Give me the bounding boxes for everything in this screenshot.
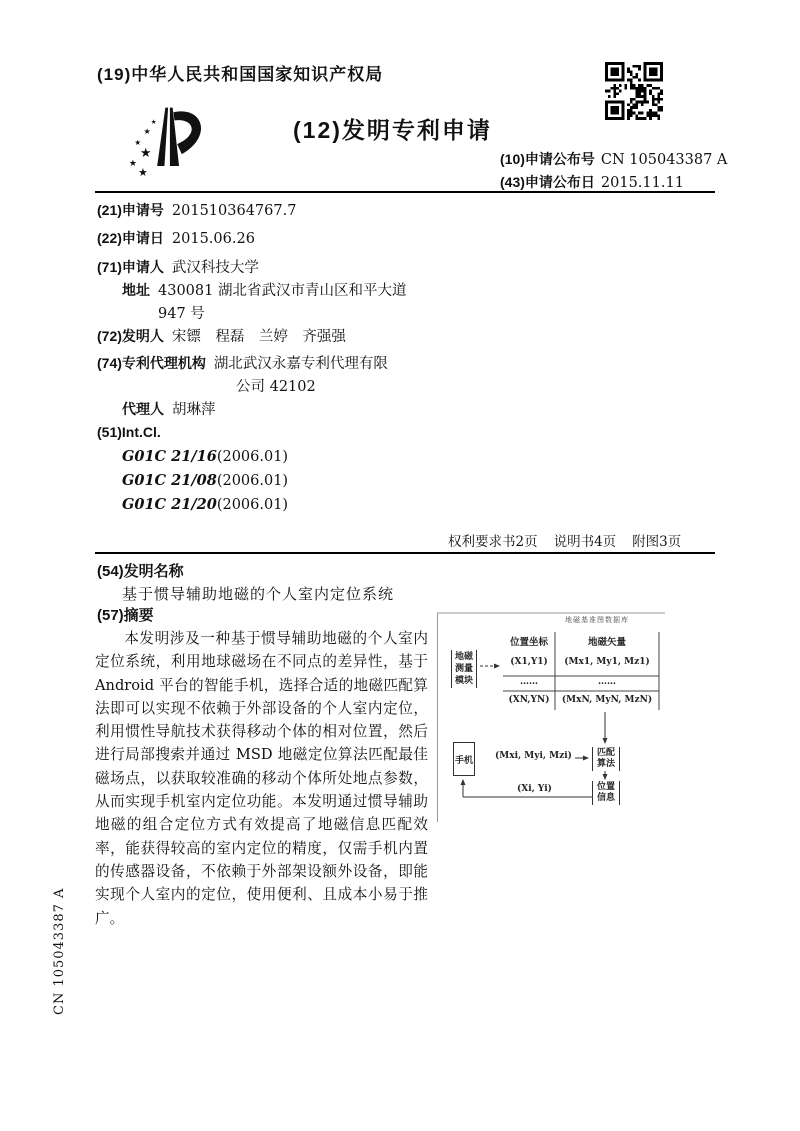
abstract-label: (57)摘要 — [97, 607, 154, 624]
figure-database-title: 地磁基准图数据库 — [565, 616, 629, 624]
cnipa-logo — [123, 104, 215, 191]
pub-number-label: (10)申请公布号 — [500, 151, 595, 167]
qr-code — [603, 62, 665, 125]
intcl-suffix-3: (2006.01) — [216, 497, 289, 513]
intcl-class-1 — [122, 448, 288, 465]
phone-box: 手机 — [453, 742, 475, 776]
table-cell-x1y1: (X1,Y1) — [510, 657, 548, 667]
application-number-row — [97, 200, 296, 220]
publication-date-row — [500, 172, 684, 192]
agency-line2: 公司 42102 — [236, 379, 316, 395]
output-coordinate-label: (Xi, Yi) — [517, 784, 552, 794]
address-row — [122, 279, 406, 300]
agency-label: (74)专利代理机构 — [97, 355, 206, 371]
address-label: 地址 — [122, 282, 150, 298]
intcl-label: (51)Int.Cl. — [97, 424, 161, 440]
applicant-value: 武汉科技大学 — [171, 260, 259, 276]
svg-text:★: ★ — [139, 144, 152, 160]
svg-text:★: ★ — [134, 138, 141, 147]
svg-text:★: ★ — [128, 157, 138, 168]
cnipa-logo-graphic — [123, 104, 215, 186]
document-type-title: (12)发明专利申请 — [293, 117, 492, 143]
intcl-class-3 — [122, 496, 288, 513]
invention-title: 基于惯导辅助地磁的个人室内定位系统 — [122, 585, 395, 603]
abstract-figure — [437, 608, 673, 873]
description-pages: 说明书4页 — [553, 534, 617, 550]
intcl-code-1: G01C 21/16 — [122, 448, 217, 465]
publication-number-row — [500, 149, 727, 169]
table-cell-dots-1: …… — [520, 677, 538, 687]
agent-label: 代理人 — [122, 401, 164, 417]
matching-algorithm-box: 匹配算法 — [592, 747, 620, 771]
agency-line1: 湖北武汉永嘉专利代理有限 — [213, 356, 388, 372]
table-cell-m1: (Mx1, My1, Mz1) — [564, 657, 650, 667]
inventors-value: 宋镖 程磊 兰婷 齐强强 — [171, 329, 346, 345]
abstract-text: 本发明涉及一种基于惯导辅助地磁的个人室内定位系统，利用地球磁场在不同点的差异性，基于 Android 平台的智能手机，选择合适的地磁匹配算法即可以实现不依赖于外部设备的个人室内定位，利用惯性导航技术获得移动个体的相对位置，然后进行局部搜索并通过 MSD 地磁定位算法匹配最佳磁场点，以获取较准确的移动个体所处地点参数，从而实现手机室内定位功能。本发明通过惯导辅助地磁的组合定位方式有效提高了地磁信息匹配效率，能获得较高的室内定位的精度，仅需手机内置的传感器设备，不依赖于外部架设额外设备，即能实现个人室内的定位，使用便利、且成本小易于推广。 — [95, 630, 428, 927]
svg-text:★: ★ — [138, 166, 148, 179]
intcl-code-2: G01C 21/08 — [122, 472, 217, 489]
application-number-label: (21)申请号 — [97, 202, 164, 218]
address-row-2 — [150, 302, 205, 323]
address-line1: 430081 湖北省武汉市青山区和平大道 — [158, 283, 407, 299]
address-line2: 947 号 — [158, 306, 205, 322]
applicant-label: (71)申请人 — [97, 259, 164, 275]
table-cell-xnyn: (XN,YN) — [508, 695, 550, 705]
applicant-row — [97, 256, 259, 277]
inventors-row — [97, 325, 346, 346]
application-number-value: 201510364767.7 — [171, 203, 297, 219]
side-publication-number: CN 105043387 A — [52, 887, 67, 1015]
intcl-class-2 — [122, 472, 288, 489]
measured-vector-label: (Mxi, Myi, Mzi) — [495, 751, 572, 761]
agency-row-2 — [228, 375, 316, 396]
claims-pages: 权利要求书2页 — [448, 534, 538, 550]
drawings-pages: 附图3页 — [632, 534, 682, 550]
svg-text:★: ★ — [150, 119, 157, 127]
pub-date-value: 2015.11.11 — [600, 175, 684, 191]
application-date-label: (22)申请日 — [97, 230, 164, 246]
header-divider — [95, 191, 715, 193]
pub-number-value: CN 105043387 A — [600, 152, 728, 168]
svg-text:★: ★ — [143, 127, 151, 137]
application-date-value: 2015.06.26 — [171, 231, 255, 247]
agent-value: 胡琳萍 — [172, 402, 216, 418]
patent-office-line: (19)中华人民共和国国家知识产权局 — [97, 65, 384, 84]
geomagnetic-module-box: 地磁测量模块 — [451, 650, 477, 688]
agent-row — [122, 398, 216, 419]
invention-title-label: (54)发明名称 — [97, 563, 184, 580]
pub-date-label: (43)申请公布日 — [500, 174, 595, 190]
inventors-label: (72)发明人 — [97, 328, 164, 344]
table-cell-dots-2: …… — [598, 677, 616, 687]
table-header-coordinates: 位置坐标 — [509, 637, 548, 648]
application-date-row — [97, 228, 255, 248]
agency-row — [97, 352, 388, 373]
biblio-divider — [95, 552, 715, 554]
position-info-box: 位置信息 — [592, 781, 620, 805]
intcl-code-3: G01C 21/20 — [122, 496, 217, 513]
intcl-suffix-2: (2006.01) — [216, 473, 289, 489]
intcl-row — [97, 424, 161, 441]
table-header-vectors: 地磁矢量 — [587, 637, 626, 648]
table-cell-mn: (MxN, MyN, MzN) — [561, 695, 653, 705]
page-counts — [448, 530, 681, 550]
intcl-suffix-1: (2006.01) — [216, 449, 289, 465]
